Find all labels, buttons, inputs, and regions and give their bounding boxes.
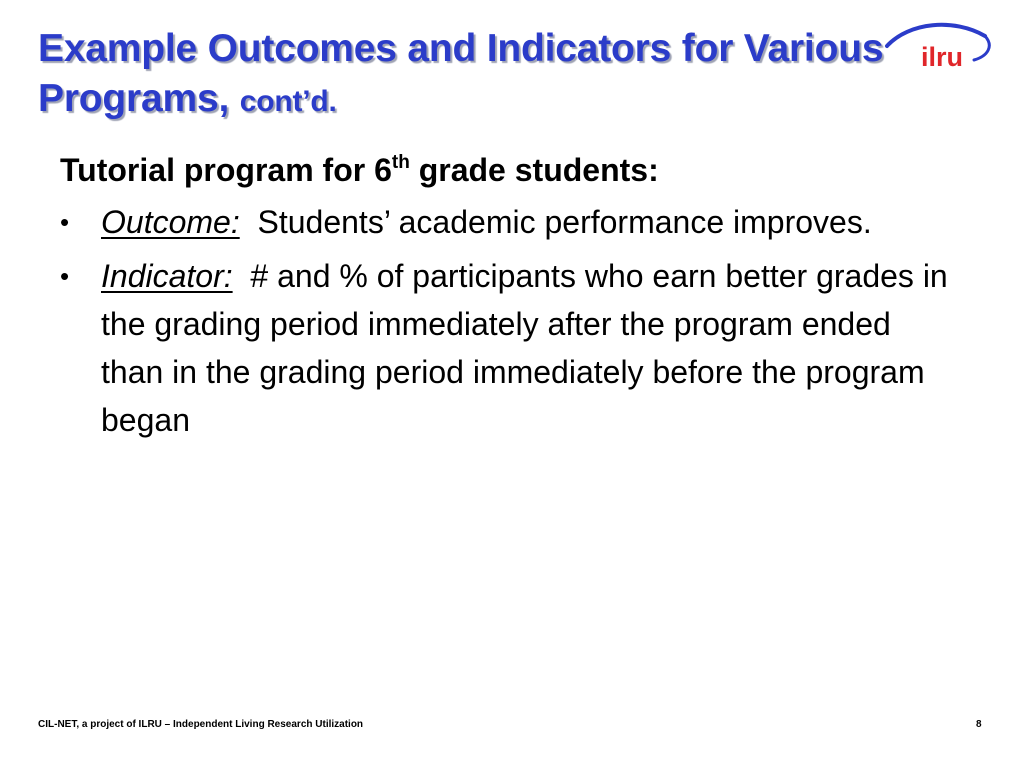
title-main: Example Outcomes and Indicators for Various Programs, (38, 27, 884, 120)
heading-suffix: grade students: (409, 152, 659, 188)
indicator-label: Indicator: (101, 258, 233, 294)
outcome-text: Students’ academic performance improves. (257, 204, 872, 240)
page-number: 8 (976, 719, 982, 730)
logo-arc-tail (974, 36, 989, 60)
footer-text: CIL-NET, a project of ILRU – Independent Living Research Utilization (38, 719, 364, 730)
ilru-logo (884, 16, 992, 76)
slide-body (60, 150, 960, 450)
bullet-indicator (60, 252, 960, 444)
slide-title (38, 24, 898, 127)
bullet-outcome (60, 198, 960, 246)
heading-prefix: Tutorial program for 6 (60, 152, 392, 188)
heading-superscript: th (391, 152, 410, 173)
logo-text: ilru (921, 42, 964, 72)
indicator-text: # and % of participants who earn better grades in the grading period immediately after the program ended than in the grading period immediately before the program began (101, 258, 948, 438)
program-heading (60, 150, 960, 190)
title-suffix: cont’d. (239, 85, 337, 118)
outcome-label: Outcome: (101, 204, 240, 240)
bullet-dot-icon: • (60, 207, 70, 237)
bullet-dot-icon: • (60, 261, 70, 291)
